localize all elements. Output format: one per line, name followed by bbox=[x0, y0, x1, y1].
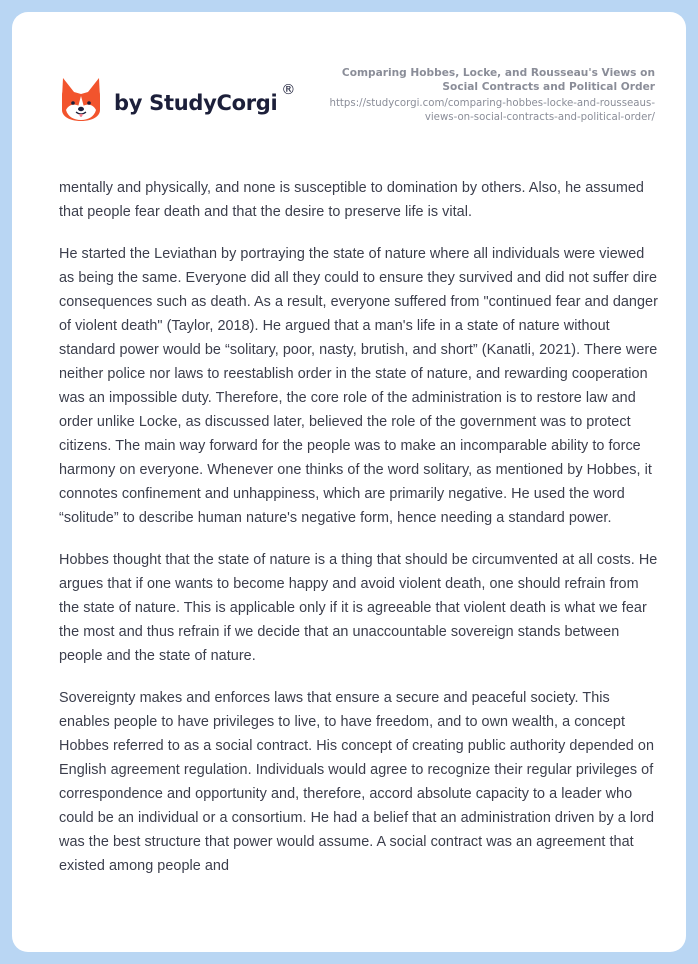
corgi-head-icon bbox=[60, 76, 102, 122]
document-body bbox=[59, 176, 659, 896]
paragraph: Sovereignty makes and enforces laws that ensure a secure and peaceful society. This enables people to have privileges to live, to have freedom, and to own wealth, a concept Hobbes referred to as a social contract. His concept of creating public authority depended on English agreement regulation. Individuals would agree to recognize their regular privileges of correspondence and opportunity and, therefore, accord absolute capacity to a leader who could be an individual or a consortium. He had a belief that an administration driven by a lord was the best structure that power would assume. A social contract was an agreement that existed among people and bbox=[59, 690, 655, 874]
document-title: Comparing Hobbes, Locke, and Rousseau's Views on Social Contracts and Political Order bbox=[341, 67, 655, 93]
document-card bbox=[12, 12, 686, 952]
brand-name: by StudyCorgi bbox=[114, 91, 278, 115]
paragraph: Hobbes thought that the state of nature is a thing that should be circumvented at all costs. He argues that if one wants to become happy and avoid violent death, one should refrain from the state of nature. This is applicable only if it is agreeable that violent death is what we fear the most and thus refrain if we decide that an unaccountable sovereign stands between people and the state of nature. bbox=[59, 552, 658, 664]
document-url[interactable]: https://studycorgi.com/comparing-hobbes-locke-and-rousseaus-views-on-social-contracts-and-political-order/ bbox=[329, 98, 655, 123]
registered-mark: ® bbox=[281, 82, 296, 98]
paragraph: mentally and physically, and none is susceptible to domination by others. Also, he assumed that people fear death and that the desire to preserve life is vital. bbox=[59, 180, 644, 220]
document-header bbox=[12, 12, 686, 162]
studycorgi-logo[interactable] bbox=[60, 76, 295, 122]
paragraph: He started the Leviathan by portraying the state of nature where all individuals were viewed as being the same. Everyone did all they could to ensure they survived and did not suffer dire consequences such as death. As a result, everyone suffered from "continued fear and danger of violent death" (Taylor, 2018). He argued that a man's life in a state of nature without standard power would be “solitary, poor, nasty, brutish, and short” (Kanatli, 2021). There were neither police nor laws to reestablish order in the state of nature, and rewarding cooperation was an impossible duty. Therefore, the core role of the administration is to restore law and order unlike Locke, as discussed later, believed the role of the government was to protect citizens. The main way forward for the people was to make an incomparable ability to force harmony on everyone. Whenever one thinks of the word solitary, as mentioned by Hobbes, it connotes confinement and unhappiness, which are primarily negative. He used the word “solitude” to describe human nature's negative form, hence needing a standard power. bbox=[59, 246, 658, 526]
document-meta bbox=[315, 66, 655, 124]
